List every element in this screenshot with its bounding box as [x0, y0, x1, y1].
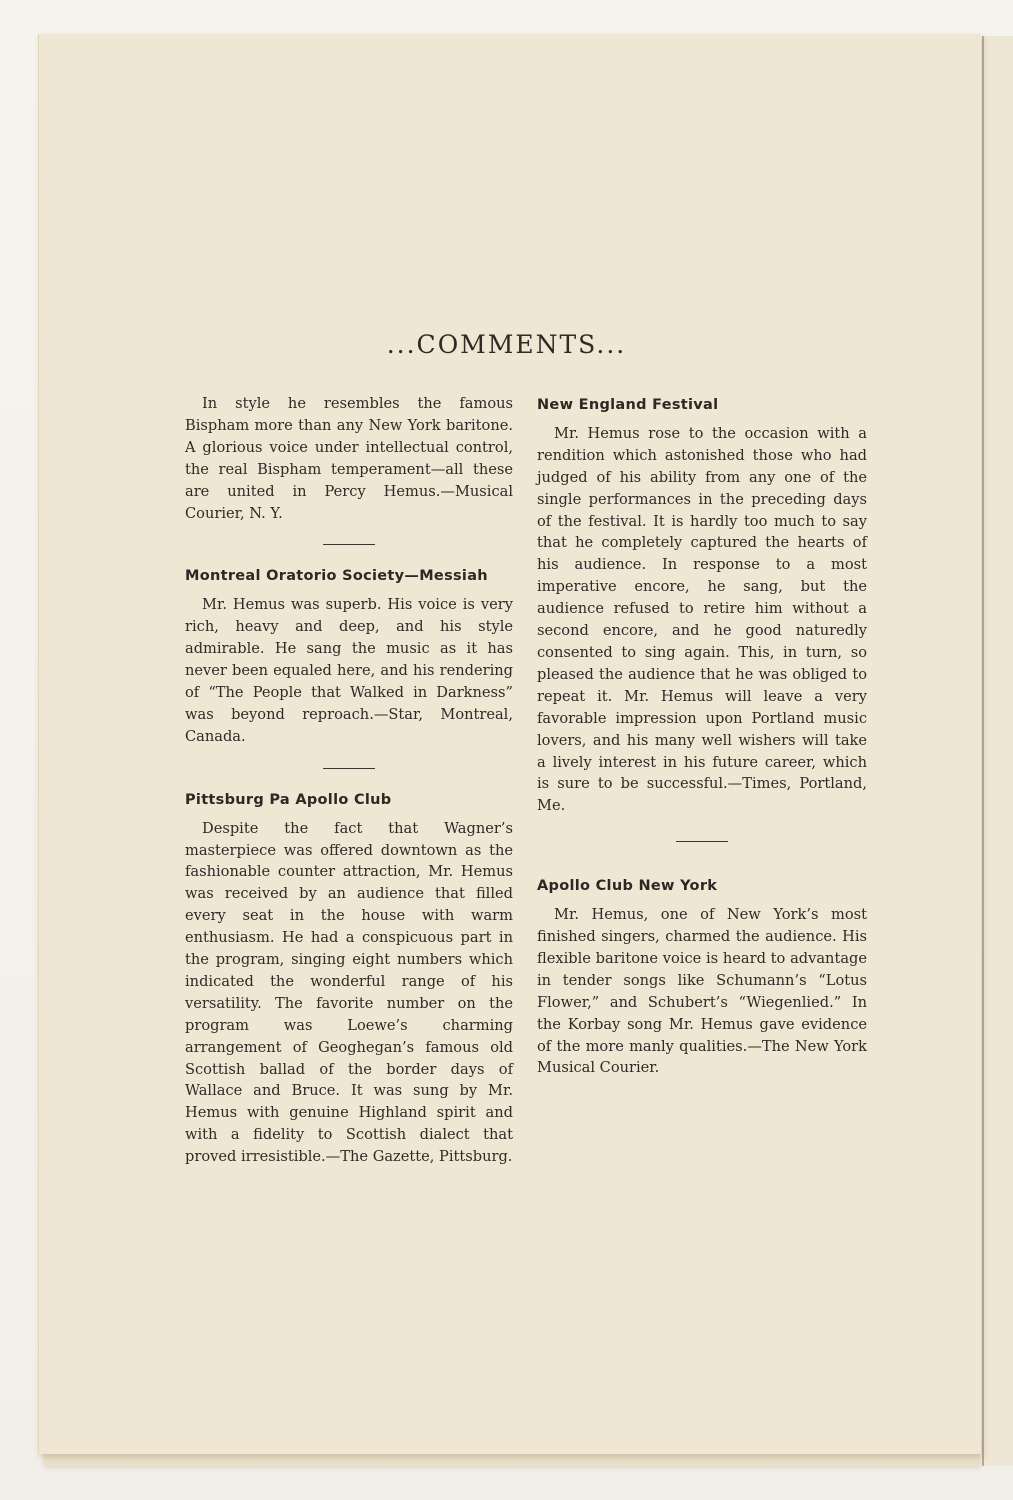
- section-heading-pittsburg: Pittsburg Pa Apollo Club: [185, 791, 392, 808]
- section-heading-montreal: Montreal Oratorio Society—Messiah: [185, 568, 488, 585]
- review-apollo-ny: Mr. Hemus, one of New York’s most finished singers, charmed the audience. His flexible baritone voice is heard to advantage in tender songs like Schumann’s “Lotus Flower,” and Schubert’s “Wiegenlied.” In the Korbay song Mr. Hemus gave evidence of the more manly qualities.—The New York Musical Courier.: [537, 906, 867, 1077]
- review-montreal: Mr. Hemus was superb. His voice is very rich, heavy and deep, and his style admirable. He sang the music as it has never been equaled here, and his rendering of “The People that Walked in Darkness” was beyond reproach.—Star, Montreal, Canada.: [185, 596, 513, 745]
- page-title: ...COMMENTS...: [386, 330, 627, 359]
- section-heading-new-england: New England Festival: [537, 397, 719, 413]
- adjacent-page-edge: [982, 36, 1013, 1466]
- left-column: [185, 393, 513, 1168]
- review-pittsburg: Despite the fact that Wagner’s masterpiece was offered downtown as the fashionable counter attraction, Mr. Hemus was received by an audience that filled every seat in the house with warm enthusiasm. He had a conspicuous part in the program, singing eight numbers which indicated the wonderful range of his versatility. The favorite number on the program was Loewe’s charming arrangement of Geoghegan’s famous old Scottish ballad of the border days of Wallace and Bruce. It was sung by Mr. Hemus with genuine Highland spirit and with a fidelity to Scottish dialect that proved irresistible.—The Gazette, Pittsburg.: [185, 819, 513, 1166]
- intro-review: In style he resembles the famous Bispham more than any New York baritone. A glorious voice under intellectual control, the real Bispham temperament—all these are united in Percy Hemus.—Musical Courier, N. Y.: [185, 395, 513, 522]
- section-divider: [323, 544, 375, 545]
- section-divider: [323, 768, 375, 769]
- right-column: [537, 395, 867, 1079]
- review-new-england: Mr. Hemus rose to the occasion with a rendition which astonished those who had judged of his ability from any one of the single performances in the preceding days of the festival. It is hardly too much to say that he completely captured the hearts of his audience. In response to a most imperative encore, he sang, but the audience refused to retire him without a second encore, and he good naturedly consented to sing again. This, in turn, so pleased the audience that he was obliged to repeat it. Mr. Hemus will leave a very favorable impression upon Portland music lovers, and his many well wishers will take a lively interest in his future career, which is sure to be successful.—Times, Portland, Me.: [537, 424, 867, 815]
- section-heading-apollo-ny: Apollo Club New York: [537, 878, 718, 895]
- section-divider: [676, 841, 728, 842]
